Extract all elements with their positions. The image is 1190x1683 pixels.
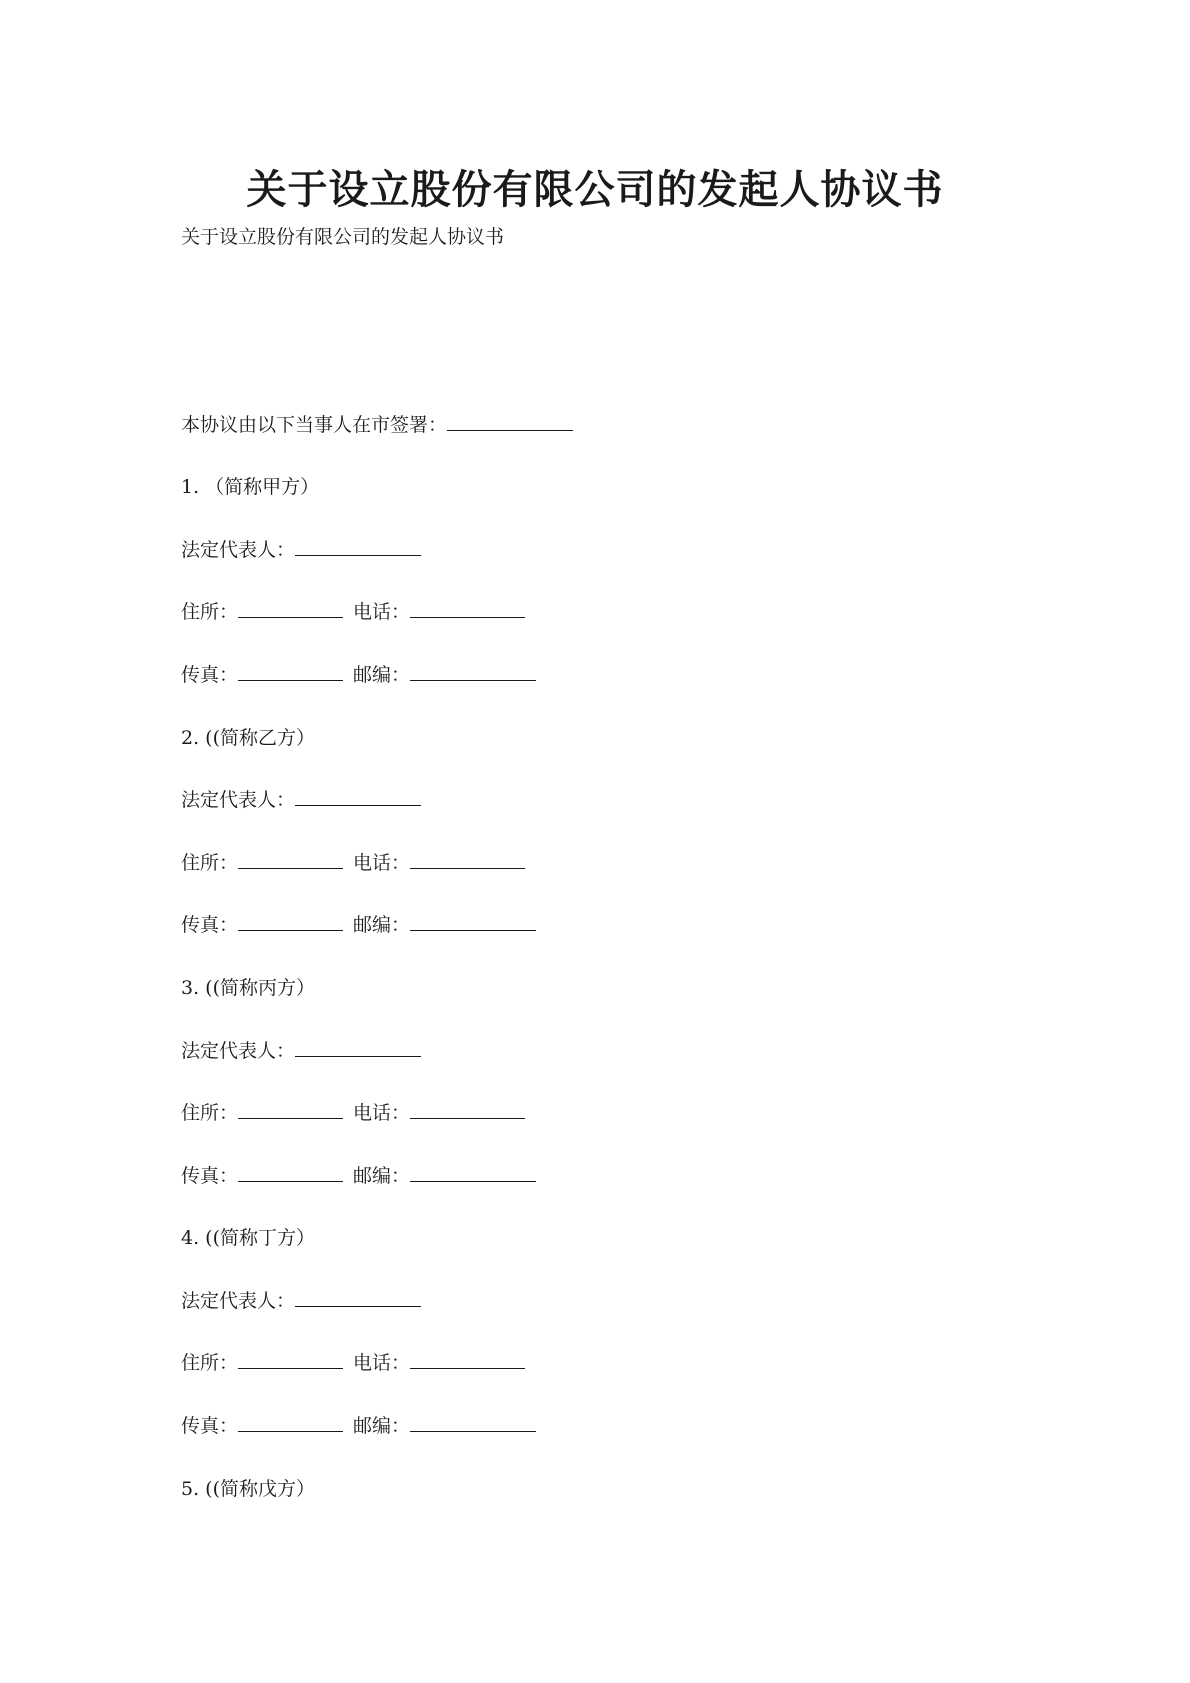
- phone-label: 电话：: [353, 601, 411, 623]
- document-title: 关于设立股份有限公司的发起人协议书: [246, 166, 944, 213]
- address-blank: [238, 850, 343, 869]
- fax-blank: [238, 912, 343, 931]
- intro-text: 本协议由以下当事人在市签署：: [181, 414, 448, 436]
- document-subtitle: 关于设立股份有限公司的发起人协议书: [181, 226, 505, 248]
- address-blank: [238, 1100, 343, 1119]
- legal-rep-line: [181, 535, 431, 565]
- fax-label: 传真：: [181, 914, 239, 936]
- fax-label: 传真：: [181, 1415, 239, 1437]
- fax-postcode-line: [181, 910, 546, 940]
- address-blank: [238, 599, 343, 618]
- party-heading: 2. ((简称乙方）: [181, 727, 315, 749]
- postcode-blank: [410, 662, 536, 681]
- postcode-blank: [410, 1413, 536, 1432]
- postcode-blank: [410, 1163, 536, 1182]
- legal-rep-blank: [295, 1038, 421, 1057]
- address-phone-line: [181, 1348, 535, 1378]
- phone-blank: [410, 1350, 525, 1369]
- postcode-label: 邮编：: [353, 1165, 411, 1187]
- address-label: 住所：: [181, 601, 239, 623]
- party-heading: 1. （简称甲方）: [181, 476, 320, 498]
- phone-blank: [410, 850, 525, 869]
- postcode-blank: [410, 912, 536, 931]
- postcode-label: 邮编：: [353, 1415, 411, 1437]
- fax-blank: [238, 1413, 343, 1432]
- address-phone-line: [181, 597, 535, 627]
- address-phone-line: [181, 848, 535, 878]
- fax-postcode-line: [181, 660, 546, 690]
- phone-label: 电话：: [353, 852, 411, 874]
- address-label: 住所：: [181, 1102, 239, 1124]
- postcode-label: 邮编：: [353, 664, 411, 686]
- fax-postcode-line: [181, 1161, 546, 1191]
- legal-rep-blank: [295, 787, 421, 806]
- legal-rep-label: 法定代表人：: [181, 1040, 296, 1062]
- legal-rep-label: 法定代表人：: [181, 1290, 296, 1312]
- signing-place-blank: [447, 412, 573, 431]
- fax-postcode-line: [181, 1411, 546, 1441]
- legal-rep-line: [181, 785, 431, 815]
- address-blank: [238, 1350, 343, 1369]
- party-heading: 4. ((简称丁方）: [181, 1227, 315, 1249]
- legal-rep-line: [181, 1036, 431, 1066]
- fax-label: 传真：: [181, 1165, 239, 1187]
- legal-rep-label: 法定代表人：: [181, 789, 296, 811]
- address-label: 住所：: [181, 1352, 239, 1374]
- fax-blank: [238, 1163, 343, 1182]
- fax-blank: [238, 662, 343, 681]
- intro-line: [181, 410, 583, 440]
- party-heading: 3. ((简称丙方）: [181, 977, 315, 999]
- phone-blank: [410, 599, 525, 618]
- address-label: 住所：: [181, 852, 239, 874]
- postcode-label: 邮编：: [353, 914, 411, 936]
- address-phone-line: [181, 1098, 535, 1128]
- legal-rep-label: 法定代表人：: [181, 539, 296, 561]
- phone-blank: [410, 1100, 525, 1119]
- legal-rep-blank: [295, 537, 421, 556]
- legal-rep-line: [181, 1286, 431, 1316]
- fax-label: 传真：: [181, 664, 239, 686]
- phone-label: 电话：: [353, 1352, 411, 1374]
- party-heading: 5. ((简称戊方）: [181, 1478, 315, 1500]
- legal-rep-blank: [295, 1288, 421, 1307]
- phone-label: 电话：: [353, 1102, 411, 1124]
